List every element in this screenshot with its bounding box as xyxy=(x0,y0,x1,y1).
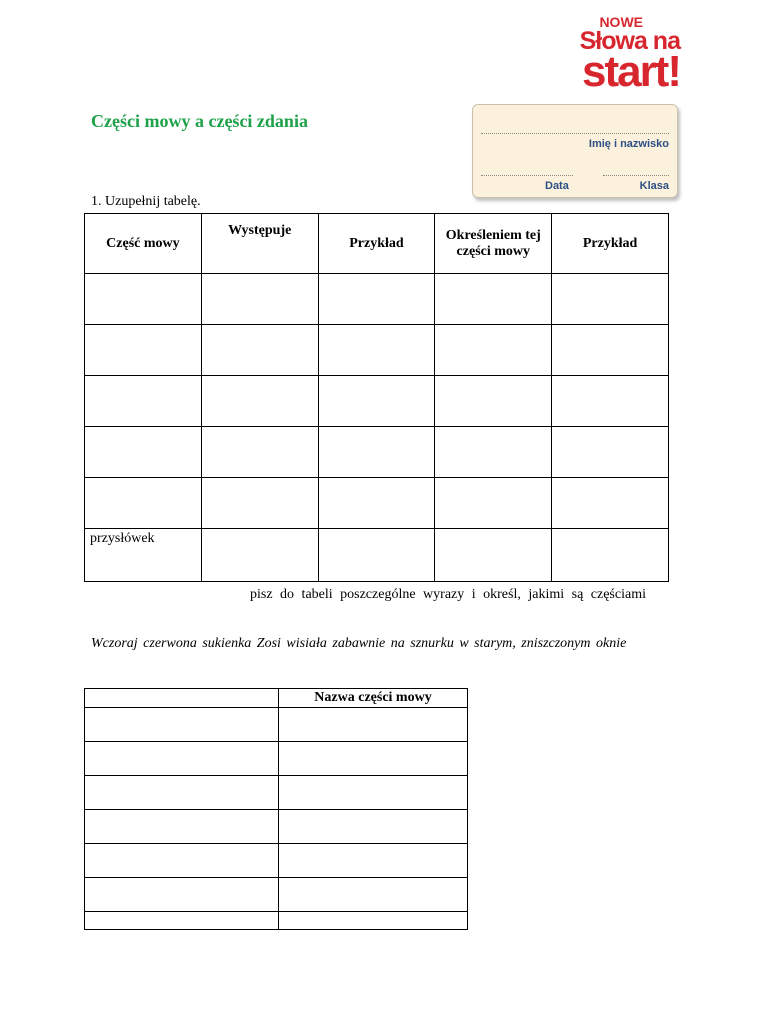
table-row xyxy=(85,810,468,844)
logo-nowe: NOWE xyxy=(599,14,643,30)
header-part-of-speech: Część mowy xyxy=(85,214,202,274)
name-label: Imię i nazwisko xyxy=(588,138,669,150)
header-part-name: Nazwa części mowy xyxy=(279,689,468,708)
logo-line1: Słowa na xyxy=(579,27,680,55)
parts-of-speech-table xyxy=(84,213,669,582)
table-header-row xyxy=(85,214,669,274)
class-line xyxy=(603,175,669,176)
header-occurs: Występuje xyxy=(201,214,318,274)
table-row xyxy=(85,325,669,376)
example-sentence: Wczoraj czerwona sukienka Zosi wisiała zabawnie na sznurku w starym, zniszczonym oknie xyxy=(91,636,627,651)
header-example: Przykład xyxy=(318,214,435,274)
table-row xyxy=(85,742,468,776)
date-line xyxy=(481,175,573,176)
task-1-label: 1. Uzupełnij tabelę. xyxy=(91,194,201,209)
header-modifier: Określeniem tej części mowy xyxy=(435,214,552,274)
table-row xyxy=(85,912,468,930)
brand-logo xyxy=(555,14,680,96)
table-row xyxy=(85,844,468,878)
table-row xyxy=(85,776,468,810)
name-box xyxy=(472,104,678,198)
table-row xyxy=(85,376,669,427)
word-classification-table xyxy=(84,688,468,930)
name-line xyxy=(481,133,669,134)
row-label-adverb: przysłówek xyxy=(85,529,202,582)
table-row xyxy=(85,478,669,529)
logo-line2: start! xyxy=(581,47,680,96)
table-row xyxy=(85,529,669,582)
header-example-2: Przykład xyxy=(552,214,669,274)
class-label: Klasa xyxy=(639,180,669,192)
table-row xyxy=(85,708,468,742)
page-title: Części mowy a części zdania xyxy=(91,111,308,131)
table-row xyxy=(85,274,669,325)
instruction-text: pisz do tabeli poszczególne wyrazy i określ, jakimi są częściami xyxy=(250,587,646,602)
header-word xyxy=(85,689,279,708)
table-row xyxy=(85,878,468,912)
table-row xyxy=(85,427,669,478)
date-label: Data xyxy=(545,180,569,192)
table-header-row xyxy=(85,689,468,708)
